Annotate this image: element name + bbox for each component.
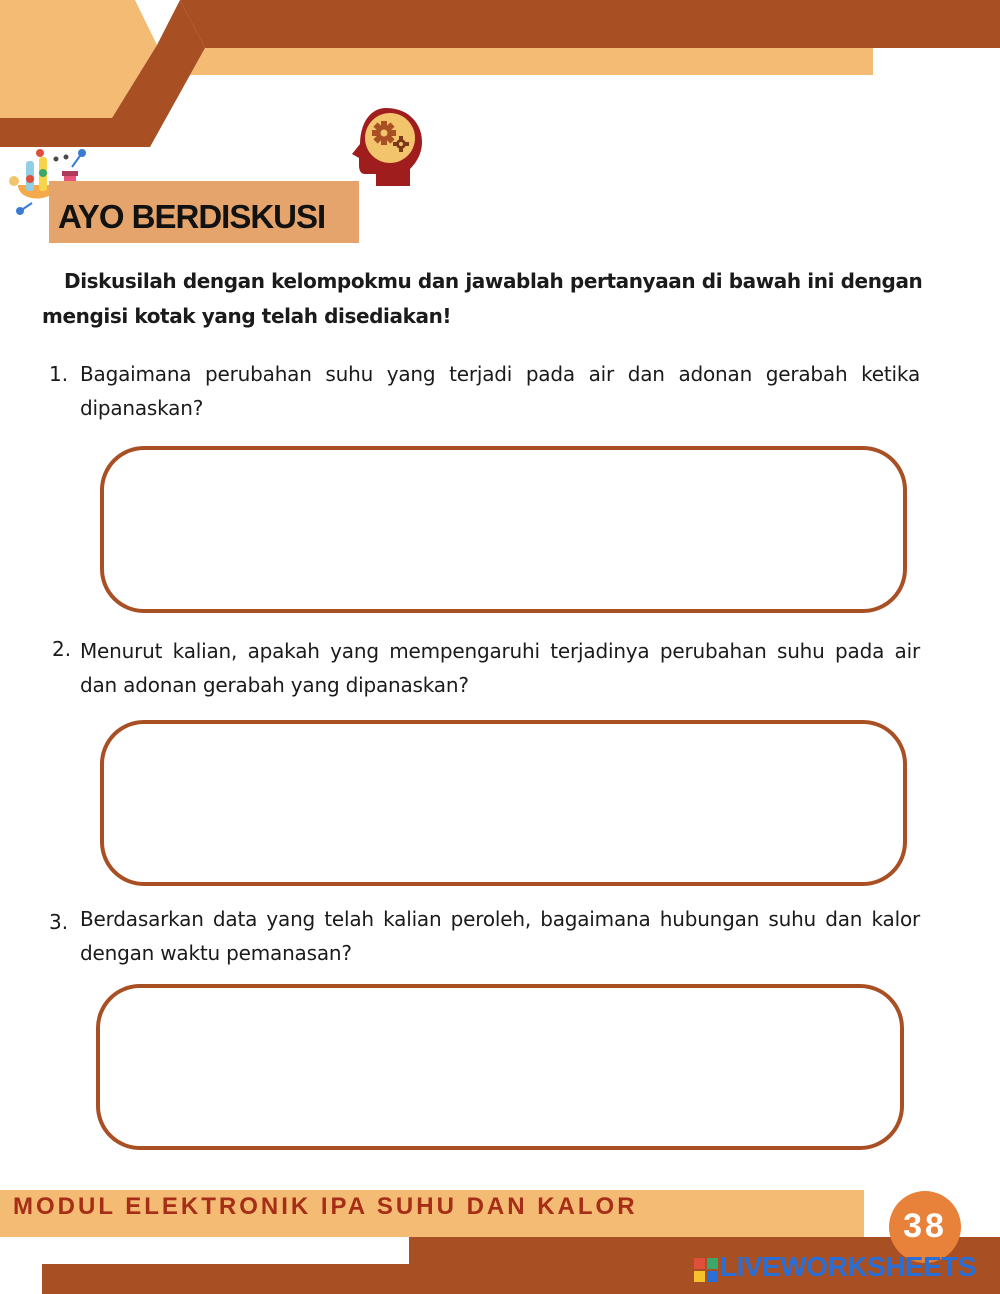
- instructions-line-1: Diskusilah dengan kelompokmu dan jawablah pertanyaan di bawah ini dengan: [64, 269, 923, 293]
- top-banner-decoration: [0, 0, 1000, 150]
- answer-box-1[interactable]: [100, 446, 907, 613]
- question-1-text: Bagaimana perubahan suhu yang terjadi pada air dan adonan gerabah ketika dipanaskan?: [80, 362, 920, 420]
- question-2-number: 2.: [52, 637, 72, 661]
- liveworksheets-logo-icon: [694, 1258, 718, 1282]
- question-3-text: Berdasarkan data yang telah kalian peroleh, bagaimana hubungan suhu dan kalor dengan waktu pemanasan?: [80, 907, 920, 965]
- liveworksheets-watermark: LIVEWORKSHEETS: [720, 1251, 976, 1282]
- head-gear-icon: [350, 106, 424, 188]
- page-number: 38: [903, 1207, 947, 1245]
- module-title: MODUL ELEKTRONIK IPA SUHU DAN KALOR: [13, 1193, 638, 1220]
- question-2-text: Menurut kalian, apakah yang mempengaruhi terjadinya perubahan suhu pada air dan adonan gerabah yang dipanaskan?: [80, 639, 920, 697]
- page-title: AYO BERDISKUSI: [58, 198, 326, 235]
- answer-box-2[interactable]: [100, 720, 907, 886]
- question-1-number: 1.: [49, 362, 69, 386]
- instructions: [42, 264, 972, 334]
- instructions-line-2: mengisi kotak yang telah disediakan!: [42, 304, 452, 328]
- answer-box-3[interactable]: [96, 984, 904, 1150]
- question-3-number: 3.: [49, 910, 69, 934]
